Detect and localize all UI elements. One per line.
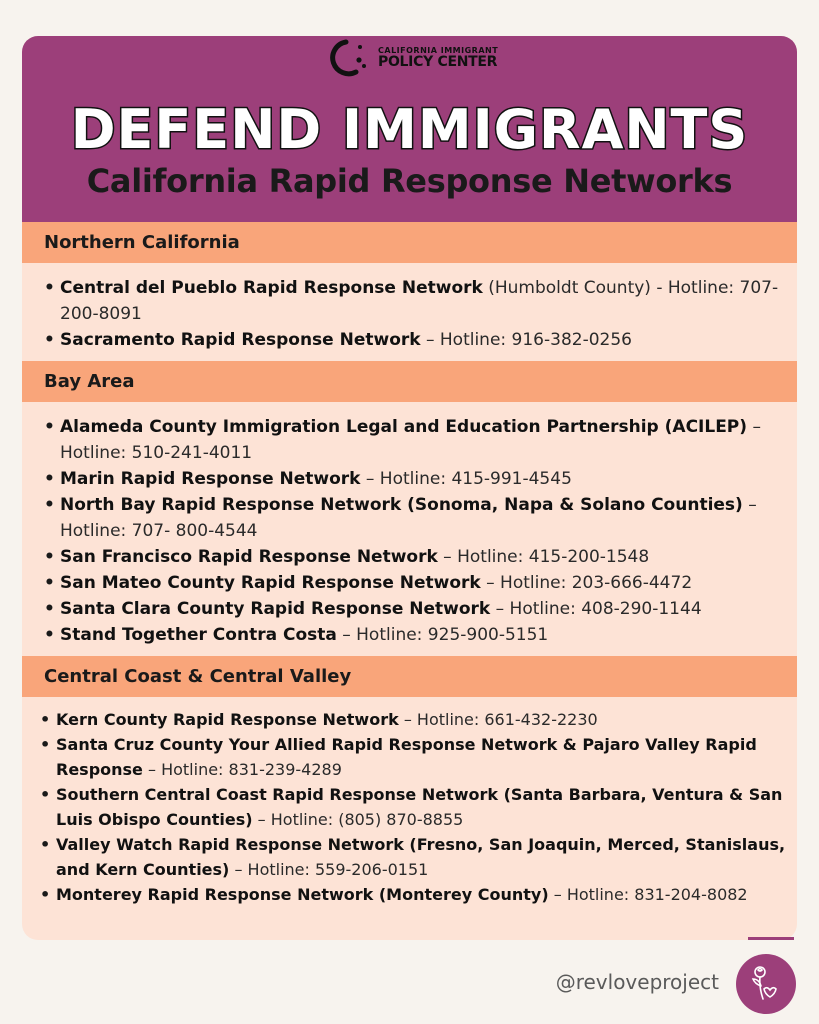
- network-name: Marin Rapid Response Network: [60, 469, 361, 489]
- logo-line2: POLICY CENTER: [378, 54, 498, 70]
- list-item: [38, 882, 787, 907]
- network-name: Monterey Rapid Response Network (Monterey County): [56, 885, 549, 904]
- network-hotline: – Hotline: 916-382-0256: [420, 330, 632, 350]
- list-item: [42, 327, 787, 353]
- rose-heart-icon: [736, 954, 796, 1014]
- network-name: Kern County Rapid Response Network: [56, 710, 399, 729]
- footer-handle: @revloveproject: [555, 970, 719, 994]
- network-name: North Bay Rapid Response Network (Sonoma, Napa & Solano Counties): [60, 495, 743, 515]
- section-heading: Northern California: [22, 222, 797, 263]
- network-name: Santa Cruz County Your Allied Rapid Response Network & Pajaro Valley Rapid Response: [56, 735, 757, 779]
- header: [22, 36, 797, 222]
- network-list: [38, 707, 787, 907]
- section-heading: Central Coast & Central Valley: [22, 656, 797, 697]
- network-hotline: – Hotline: (805) 870-8855: [252, 810, 464, 829]
- network-hotline: – Hotline: 831-239-4289: [142, 760, 342, 779]
- network-hotline: – Hotline: 707- 800-4544: [60, 495, 757, 541]
- network-name: San Mateo County Rapid Response Network: [60, 573, 481, 593]
- network-hotline: – Hotline: 408-290-1144: [490, 599, 702, 619]
- accent-bar: [748, 937, 794, 940]
- list-item: [42, 414, 787, 466]
- network-hotline: – Hotline: 831-204-8082: [548, 885, 748, 904]
- list-item: [38, 732, 787, 782]
- network-list: [42, 414, 787, 648]
- list-item: [42, 466, 787, 492]
- list-item: [42, 492, 787, 544]
- network-hotline: – Hotline: 415-200-1548: [437, 547, 650, 567]
- network-name: San Francisco Rapid Response Network: [60, 547, 438, 567]
- network-name: Southern Central Coast Rapid Response Network (Santa Barbara, Ventura & San Luis Obispo Counties): [56, 785, 783, 829]
- network-hotline: – Hotline: 415-991-4545: [360, 469, 572, 489]
- network-hotline: –Hotline: 510-241-4011: [60, 417, 761, 463]
- network-list: [42, 275, 787, 353]
- network-hotline: – Hotline: 925-900-5151: [336, 625, 549, 645]
- network-hotline: (Humboldt County) - Hotline: 707-200-8091: [60, 278, 779, 324]
- network-name: Stand Together Contra Costa: [60, 625, 337, 645]
- info-card: [22, 36, 797, 940]
- list-item: [38, 707, 787, 732]
- list-item: [42, 570, 787, 596]
- network-hotline: – Hotline: 559-206-0151: [229, 860, 429, 879]
- page-subtitle: California Rapid Response Networks: [86, 162, 733, 200]
- cipc-logo-icon: [326, 38, 370, 78]
- network-name: Central del Pueblo Rapid Response Network: [60, 278, 483, 298]
- network-hotline: – Hotline: 203-666-4472: [480, 573, 693, 593]
- section-body: [22, 402, 797, 656]
- network-hotline: – Hotline: 661-432-2230: [398, 710, 598, 729]
- sections-container: [22, 222, 797, 915]
- section-body: [22, 263, 797, 361]
- list-item: [42, 596, 787, 622]
- list-item: [42, 544, 787, 570]
- section-heading: Bay Area: [22, 361, 797, 402]
- list-item: [38, 832, 787, 882]
- logo-line1: CALIFORNIA IMMIGRANT: [378, 46, 499, 55]
- section-body: [22, 697, 797, 915]
- cipc-logo: [326, 38, 498, 78]
- list-item: [42, 622, 787, 648]
- network-name: Santa Clara County Rapid Response Network: [60, 599, 491, 619]
- network-name: Valley Watch Rapid Response Network (Fresno, San Joaquin, Merced, Stanislaus, and Kern Counties): [56, 835, 786, 879]
- page-title: DEFEND IMMIGRANTS: [70, 98, 749, 161]
- network-name: Alameda County Immigration Legal and Education Partnership (ACILEP): [60, 417, 748, 437]
- network-name: Sacramento Rapid Response Network: [60, 330, 421, 350]
- list-item: [42, 275, 787, 327]
- list-item: [38, 782, 787, 832]
